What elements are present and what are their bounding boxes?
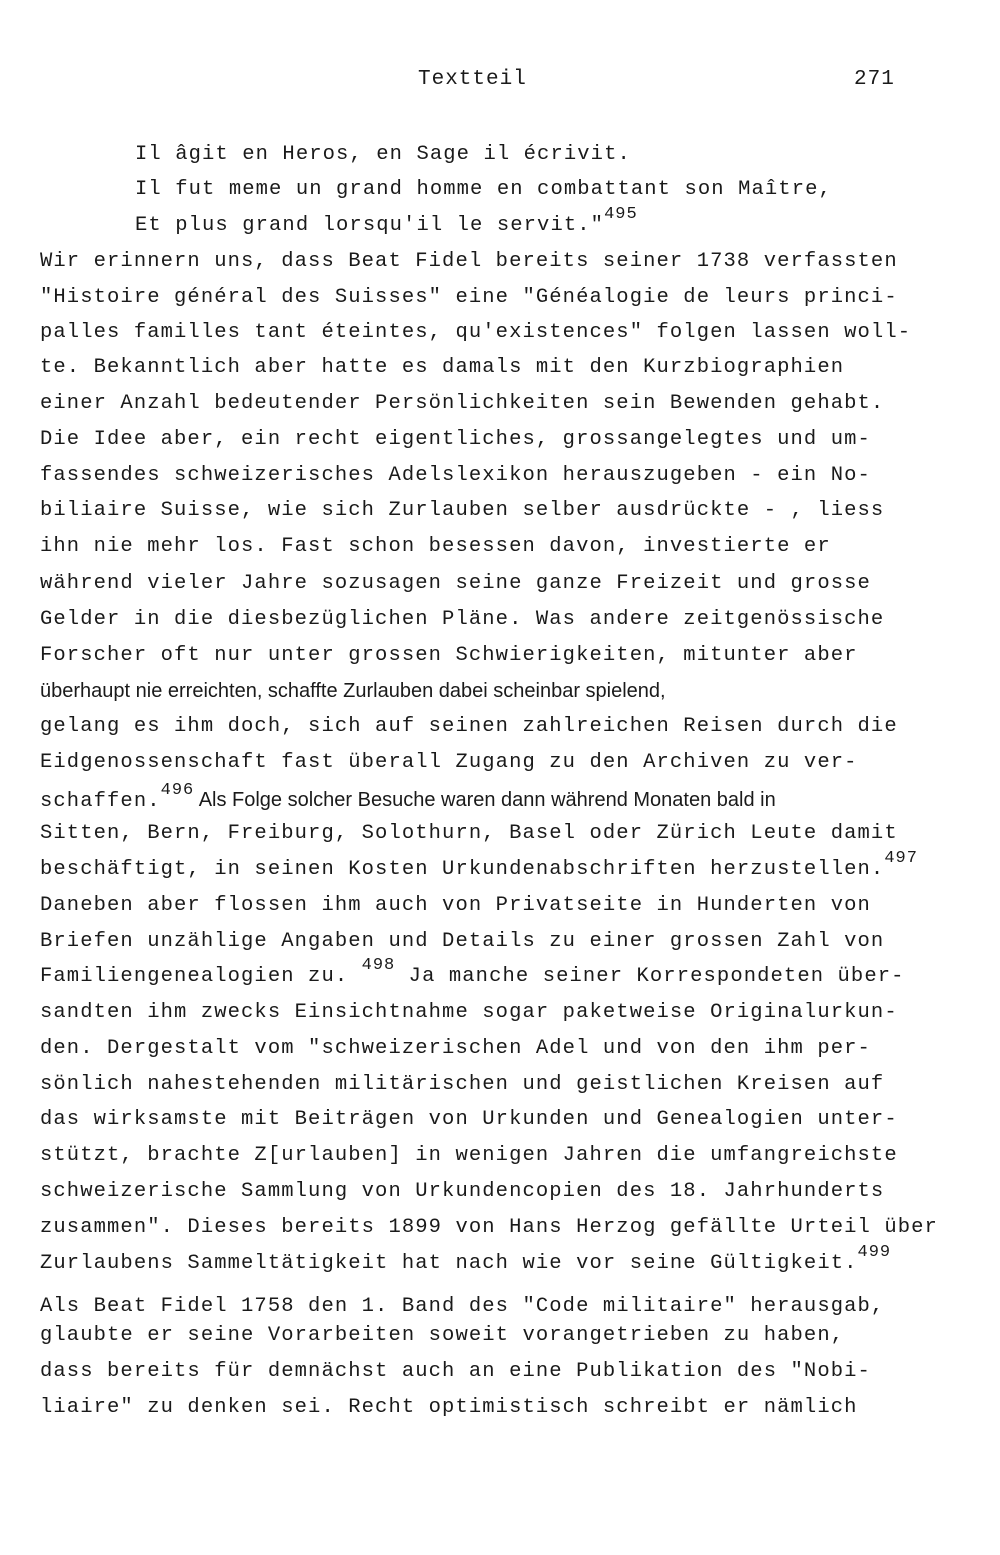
footnote-ref-497: 497 (884, 849, 918, 868)
body-line: glaubte er seine Vorarbeiten soweit vorangetrieben zu haben, (40, 1324, 845, 1347)
body-line: Sitten, Bern, Freiburg, Solothurn, Basel oder Zürich Leute damit (40, 822, 898, 845)
verse-line-3 (135, 205, 1000, 238)
body-line: te. Bekanntlich aber hatte es damals mit den Kurzbiographien (40, 356, 845, 379)
body-line: Forscher oft nur unter grossen Schwierigkeiten, mitunter aber (40, 644, 858, 667)
body-text: beschäftigt, in seinen Kosten Urkundenabschriften herzustellen. (40, 858, 885, 881)
body-line: biliaire Suisse, wie sich Zurlauben selber ausdrückte - , liess (40, 499, 885, 522)
running-title: Textteil (418, 68, 527, 91)
body-line (40, 781, 940, 814)
body-line: palles familles tant éteintes, qu'existences" folgen lassen woll- (40, 321, 912, 344)
verse-line-1: Il âgit en Heros, en Sage il écrivit. (135, 143, 631, 166)
body-line: dass bereits für demnächst auch an eine Publikation des "Nobi- (40, 1360, 871, 1383)
body-line: "Histoire général des Suisses" eine "Généalogie de leurs princi- (40, 286, 898, 309)
page-number: 271 (854, 68, 895, 91)
footnote-ref-499: 499 (857, 1243, 892, 1262)
body-line: während vieler Jahre sozusagen seine ganze Freizeit und grosse (40, 572, 871, 595)
body-line: das wirksamste mit Beiträgen von Urkunden und Genealogien unter- (40, 1108, 898, 1131)
body-line: Die Idee aber, ein recht eigentliches, grossangelegtes und um- (40, 428, 871, 451)
body-line: sandten ihm zwecks Einsichtnahme sogar paketweise Originalurkun- (40, 1001, 898, 1024)
body-line: liaire" zu denken sei. Recht optimistisch schreibt er nämlich (40, 1396, 858, 1419)
verse-line-3-text: Et plus grand lorsqu'il le servit." (135, 214, 605, 237)
footnote-ref-496: 496 (160, 781, 195, 800)
body-line (40, 956, 940, 989)
body-line: sönlich nahestehenden militärischen und geistlichen Kreisen auf (40, 1073, 885, 1096)
body-line (40, 1243, 940, 1276)
body-line: Wir erinnern uns, dass Beat Fidel bereits seiner 1738 verfassten (40, 250, 898, 273)
body-text: Zurlaubens Sammeltätigkeit hat nach wie vor seine Gültigkeit. (40, 1252, 858, 1275)
body-line: Daneben aber flossen ihm auch von Privatseite in Hunderten von (40, 894, 871, 917)
verse-line-2: Il fut meme un grand homme en combattant son Maître, (135, 178, 832, 201)
footnote-ref-498: 498 (361, 956, 396, 975)
body-line: Als Beat Fidel 1758 den 1. Band des "Code militaire" herausgab, (40, 1295, 885, 1318)
footnote-ref-495: 495 (604, 205, 638, 224)
body-line: stützt, brachte Z[urlauben] in wenigen Jahren die umfangreichste (40, 1144, 898, 1167)
body-line: überhaupt nie erreichten, schaffte Zurlauben dabei scheinbar spielend, (40, 680, 666, 702)
body-line: gelang es ihm doch, sich auf seinen zahlreichen Reisen durch die (40, 715, 898, 738)
body-line: fassendes schweizerisches Adelslexikon herauszugeben - ein No- (40, 464, 871, 487)
body-line: einer Anzahl bedeutender Persönlichkeiten sein Bewenden gehabt. (40, 392, 885, 415)
body-line: ihn nie mehr los. Fast schon besessen davon, investierte er (40, 535, 831, 558)
body-line: den. Dergestalt vom "schweizerischen Adel und von den ihm per- (40, 1037, 871, 1060)
body-line: Briefen unzählige Angaben und Details zu einer grossen Zahl von (40, 930, 885, 953)
body-text: schaffen. (40, 790, 161, 813)
body-text: Ja manche seiner Korrespondeten über- (395, 965, 905, 988)
body-line: Gelder in die diesbezüglichen Pläne. Was andere zeitgenössische (40, 608, 885, 631)
body-line (40, 849, 940, 882)
body-line: Eidgenossenschaft fast überall Zugang zu den Archiven zu ver- (40, 751, 858, 774)
body-line: zusammen". Dieses bereits 1899 von Hans Herzog gefällte Urteil über (40, 1216, 938, 1239)
body-text: Familiengenealogien zu. (40, 965, 362, 988)
body-text: Als Folge solcher Besuche waren dann während Monaten bald in (194, 789, 776, 811)
body-line: schweizerische Sammlung von Urkundencopien des 18. Jahrhunderts (40, 1180, 885, 1203)
